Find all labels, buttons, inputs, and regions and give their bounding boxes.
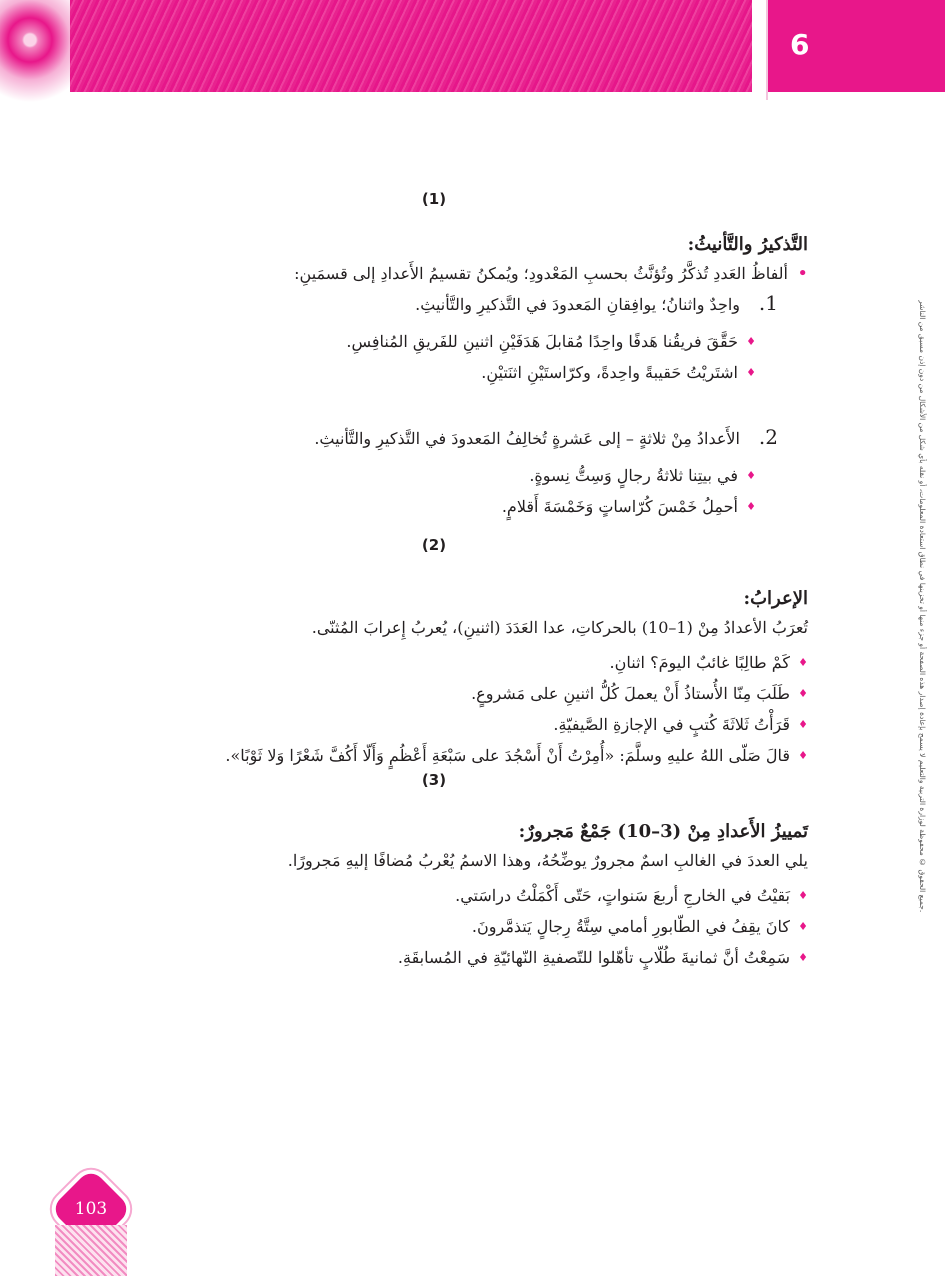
rule-number: 2. [758,425,778,449]
section-intro-gender: • ألفاظُ العَددِ تُذكَّرُ وتُؤنَّثُ بحسبِ المَعْدودِ؛ ويُمكنُ تقسيمُ الأَعدادِ إلى قسمَينِ: [60,260,808,288]
rules-list [60,288,808,320]
rules-list [60,422,808,454]
example-item: ♦ كَمْ طالِبًا غائبٌ اليومَ؟ اثنانِ. [60,647,790,678]
example-item: ♦ حَقَّقَ فريقُنا هَدفًا واحِدًا مُقابلَ هَدَفَيْنِ اثنينِ للفَريقِ المُنافِسِ. [60,326,738,357]
example-item: ♦ اشتَريْتُ حَقيبةً واحِدةً، وكرّاستَيْنِ اثنَتيْنِ. [60,357,738,388]
rule-item [60,422,778,454]
example-item: ♦ بَقيْتُ في الخارجِ أربعَ سَنواتٍ، حَتّى أَكْمَلْتُ دراسَتي. [60,880,790,911]
section-intro-parsing: تُعرَبُ الأعدادُ مِنْ (1–10) بالحركاتِ، عدا العَدَدَ (اثنينِ)، يُعربُ إِعرابَ المُثنّى. [311,618,808,637]
section-marker-2: (2) [421,536,447,554]
rule-text: واحِدٌ واثنانُ؛ يوافِقانِ المَعدودَ في التَّذكيرِ والتَّأنيثِ. [415,295,740,314]
rule-number: 1. [758,291,778,315]
examples-list [60,880,808,973]
page-content [60,190,808,973]
copyright-note: جميع الحقوق © محفوظة لوزارة التربية والتعليم لا يسمح بإعادة إصدار هذه الصفحة أو جزء منها أو تخزينها في نطاق استعادة المعلومات، أو نقله بأي شكل من الأشكال من دون إذن مسبق من الناشر. [918,300,927,913]
rule-text: الأَعدادُ مِنْ ثلاثةٍ – إلى عَشرةٍ تُخالِفُ المَعدودَ في التَّذكيرِ والتَّأنيثِ. [314,429,740,448]
header-band [70,0,752,92]
page-number: 103 [74,1199,108,1219]
example-item: ♦ قالَ صَلّى اللهُ عليهِ وسلَّمَ: «أُمِرْتُ أَنْ أَسْجُدَ على سَبْعَةِ أَعْظُمٍ وَأَلّا أَكُفَّ شَعْرًا وَلا ثَوْبًا». [60,740,790,771]
examples-list [60,326,808,388]
examples-list [60,647,808,771]
example-item: ♦ أحمِلُ خَمْسَ كُرّاساتٍ وَخَمْسَةَ أَقلامٍ. [60,491,738,522]
corner-decoration [0,0,78,130]
section-title-parsing: الإعرابُ: [743,588,808,609]
example-item: ♦ في بيتِنا ثلاثةُ رجالٍ وَسِتُّ نِسوةٍ. [60,460,738,491]
section-marker-1: (1) [421,190,447,208]
section-intro-specifier: يلي العددَ في الغالبِ اسمٌ مجرورٌ يوضِّحُهُ، وهذا الاسمُ يُعْربُ مُضافًا إليهِ مَجرورًا. [287,851,808,870]
bottom-decoration [55,1225,127,1276]
examples-list [60,460,808,522]
section-title-specifier: تَمييزُ الأَعدادِ مِنْ (3–10) جَمْعٌ مَجرورٌ: [518,821,808,842]
example-item: ♦ سَمِعْتُ أنَّ ثمانيةَ طُلّابٍ تأهّلوا للتّصفيةِ النّهائيّةِ في المُسابقَةِ. [60,942,790,973]
chapter-number: 6 [790,28,810,61]
rule-item [60,288,778,320]
example-item: ♦ كانَ يقِفُ في الطّابورِ أمامي سِتَّةُ رِجالٍ يَتذمَّرونَ. [60,911,790,942]
section-marker-3: (3) [421,771,447,789]
example-item: ♦ طَلَبَ مِنّا الأُستاذُ أَنْ يعملَ كُلُّ اثنينِ على مَشروعٍ. [60,678,790,709]
example-item: ♦ قَرَأْتُ ثَلاثَةَ كُتبٍ في الإجازةِ الصَّيفيّةِ. [60,709,790,740]
chapter-tab [766,0,945,92]
section-title-gender: التَّذكيرُ والتَّأنيثُ: [687,234,808,255]
